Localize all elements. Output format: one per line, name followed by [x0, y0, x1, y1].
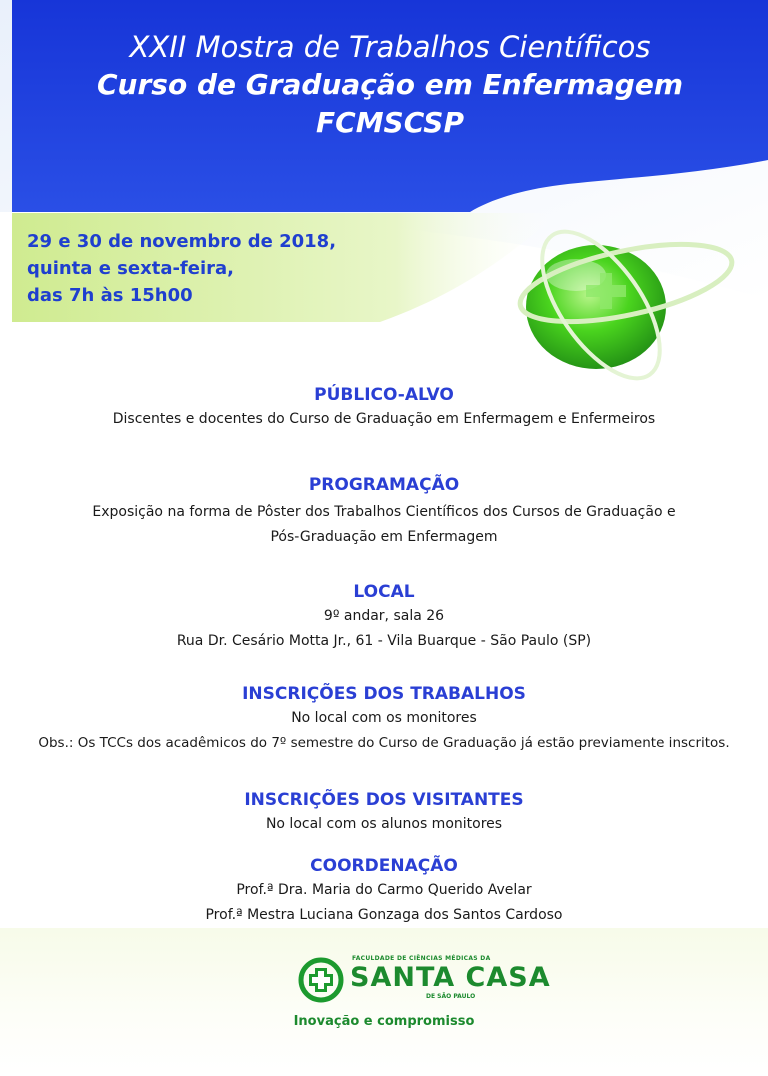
section-text: Exposição na forma de Pôster dos Trabalhos Científicos dos Cursos de Graduação e — [92, 504, 676, 520]
logo-main-text: SANTA CASA — [350, 962, 551, 993]
institution-title: FCMSCSP — [316, 106, 464, 139]
section-inscricoes-trabalhos — [0, 682, 768, 756]
section-text: No local com os monitores — [291, 710, 477, 726]
section-heading: PROGRAMAÇÃO — [308, 475, 460, 495]
title-block — [0, 28, 768, 142]
time-line: das 7h às 15h00 — [27, 285, 193, 306]
section-heading: PÚBLICO-ALVO — [314, 385, 454, 405]
section-text: Discentes e docentes do Curso de Graduação em Enfermagem e Enfermeiros — [112, 411, 656, 427]
slogan: Inovação e compromisso — [293, 1014, 475, 1029]
section-publico-alvo — [0, 383, 768, 432]
section-coordenacao — [0, 854, 768, 928]
section-heading: INSCRIÇÕES DOS TRABALHOS — [242, 684, 526, 704]
event-title: XXII Mostra de Trabalhos Científicos — [129, 30, 651, 64]
section-local — [0, 580, 768, 654]
section-inscricoes-visitantes — [0, 788, 768, 837]
date-line: 29 e 30 de novembro de 2018, — [27, 231, 337, 252]
section-programacao — [0, 473, 768, 550]
course-title: Curso de Graduação em Enfermagem — [97, 68, 683, 101]
section-text: No local com os alunos monitores — [265, 816, 503, 832]
section-heading: LOCAL — [353, 582, 415, 602]
weekday-line: quinta e sexta-feira, — [27, 258, 234, 279]
section-text: Rua Dr. Cesário Motta Jr., 61 - Vila Buarque - São Paulo (SP) — [176, 633, 592, 649]
section-text: Prof.ª Dra. Maria do Carmo Querido Avelar — [236, 882, 532, 898]
section-text: Pós-Graduação em Enfermagem — [270, 529, 498, 545]
section-text: 9º andar, sala 26 — [323, 608, 445, 624]
logo-faculty-text: FACULDADE DE CIÊNCIAS MÉDICAS DA — [352, 955, 491, 962]
section-text: Obs.: Os TCCs dos acadêmicos do 7º semestre do Curso de Graduação já estão previamente inscritos. — [38, 735, 730, 751]
logo-sub-text: DE SÃO PAULO — [426, 993, 476, 1000]
green-globe-icon — [506, 215, 746, 385]
event-date — [27, 228, 336, 309]
section-heading: INSCRIÇÕES DOS VISITANTES — [244, 790, 524, 810]
section-heading: COORDENAÇÃO — [310, 856, 458, 876]
section-text: Prof.ª Mestra Luciana Gonzaga dos Santos Cardoso — [205, 907, 563, 923]
